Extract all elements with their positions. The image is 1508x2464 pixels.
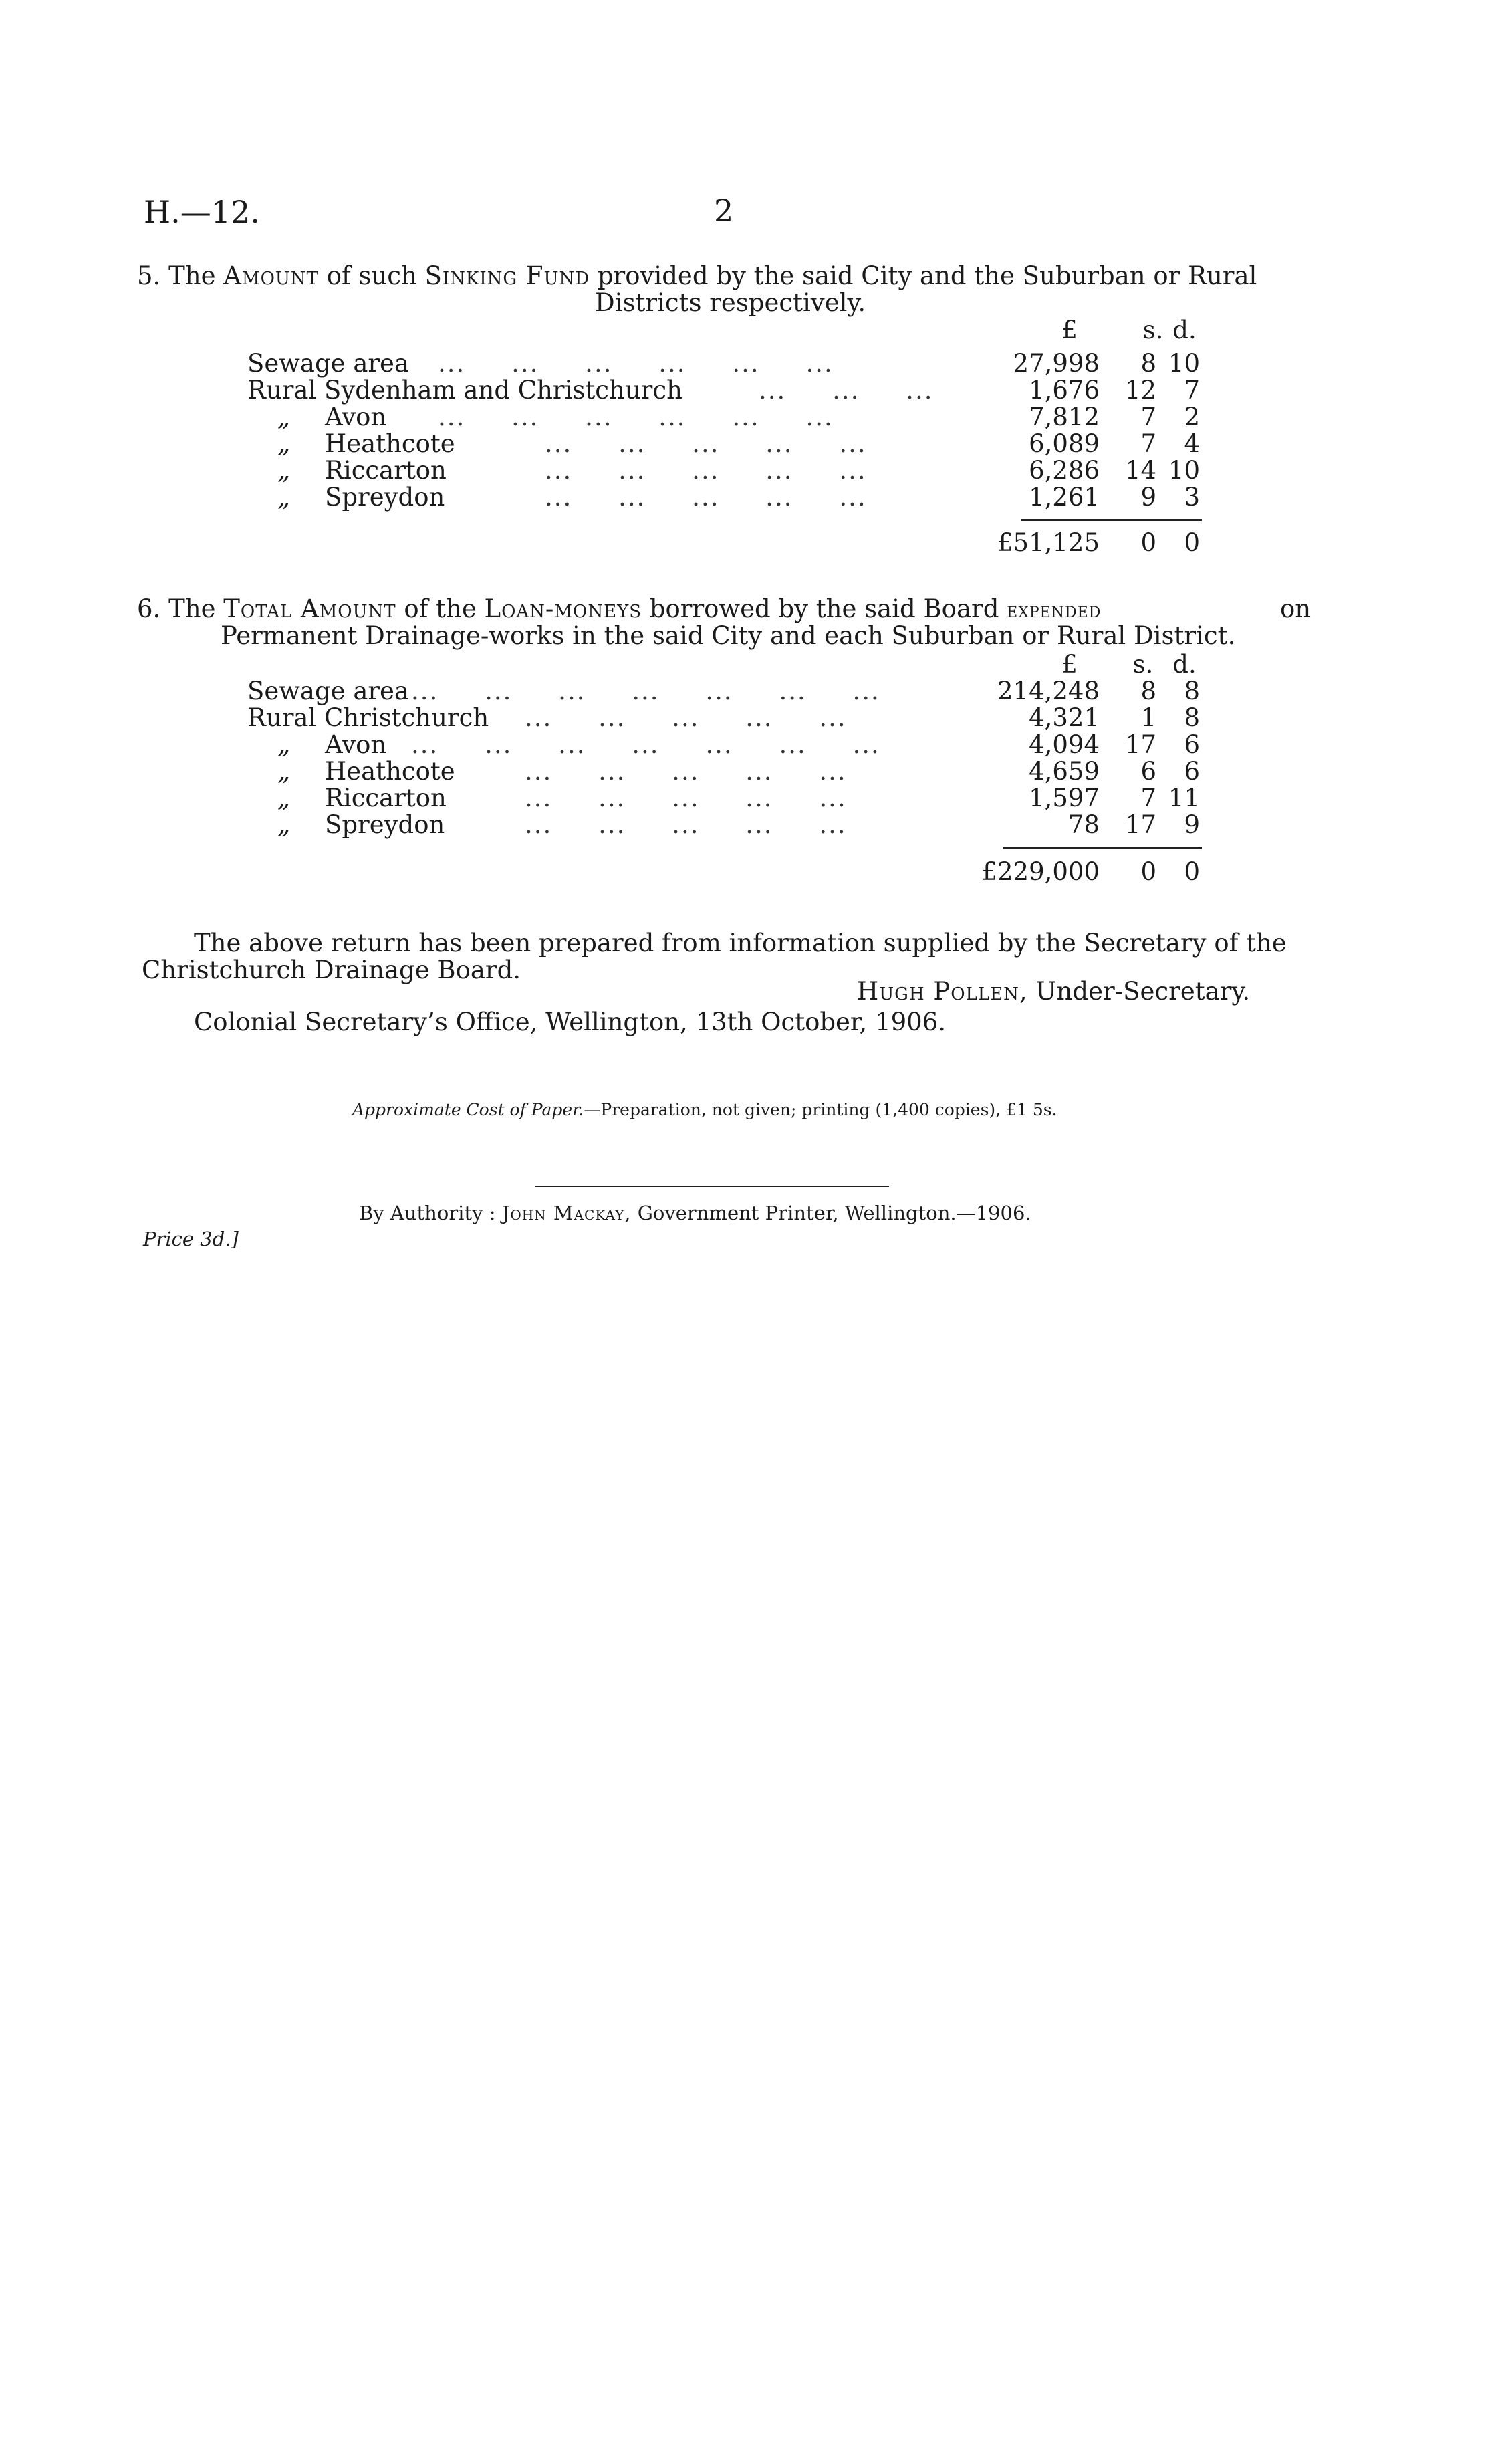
- signature: Hugh Pollen, Under-Secretary.: [857, 977, 1251, 1006]
- closing-line2: Christchurch Drainage Board.: [142, 956, 521, 984]
- section5-heading-line1: 5. The Amount of such Sinking Fund provided by the said City and the Suburban or Rural: [137, 261, 1257, 290]
- table-row: „ Riccarton ... ... ... ... ... 1,597 7 11: [277, 784, 1200, 812]
- total-row: £51,125 0 0: [997, 528, 1200, 557]
- cost-of-paper-note: Approximate Cost of Paper.—Preparation, not given; printing (1,400 copies), £1 5s.: [352, 1100, 1057, 1119]
- printer-authority: By Authority : John Mackay, Government Printer, Wellington.—1906.: [359, 1202, 1031, 1224]
- table-row: „ Riccarton ... ... ... ... ... 6,286 14 10: [277, 456, 1200, 485]
- total-rule: [1003, 847, 1202, 849]
- price: Price 3d.]: [143, 1228, 239, 1250]
- table-row: Rural Sydenham and Christchurch ... ... ... 1,676 12 7: [247, 376, 1200, 405]
- office-date-line: Colonial Secretary’s Office, Wellington, 13th October, 1906.: [194, 1008, 946, 1036]
- document-code: H.—12.: [144, 194, 260, 230]
- table-row: „ Avon ... ... ... ... ... ... 7,812 7 2: [277, 403, 1200, 431]
- section6-heading-line2: Permanent Drainage-works in the said City and each Suburban or Rural District.: [221, 621, 1236, 650]
- table-row: „ Heathcote ... ... ... ... ... 4,659 6 6: [277, 757, 1200, 786]
- total-row: £229,000 0 0: [981, 857, 1200, 886]
- closing-line1: The above return has been prepared from information supplied by the Secretary of the: [194, 929, 1287, 958]
- total-rule: [1021, 519, 1202, 521]
- table-header-row: £ s. d.: [1061, 650, 1197, 679]
- footer-rule: [535, 1186, 889, 1187]
- table-header-row: £ s. d.: [1061, 316, 1197, 344]
- page-number: 2: [714, 193, 734, 229]
- section5-heading-line2: Districts respectively.: [595, 288, 866, 317]
- section6-heading-line1: 6. The Total Amount of the Loan-moneys borrowed by the said Board expended on: [137, 594, 1311, 623]
- table-row: „ Avon ... ... ... ... ... ... ... 4,094 17 6: [277, 730, 1200, 759]
- table-row: „ Spreydon ... ... ... ... ... 1,261 9 3: [277, 483, 1200, 512]
- table-row: Rural Christchurch ... ... ... ... ... 4,321 1 8: [247, 703, 1200, 732]
- table-row: Sewage area ... ... ... ... ... ... 27,998 8 10: [247, 349, 1200, 378]
- table-row: Sewage area ... ... ... ... ... ... ... 214,248 8 8: [247, 677, 1200, 705]
- table-row: „ Spreydon ... ... ... ... ... 78 17 9: [277, 810, 1200, 839]
- table-row: „ Heathcote ... ... ... ... ... 6,089 7 4: [277, 429, 1200, 458]
